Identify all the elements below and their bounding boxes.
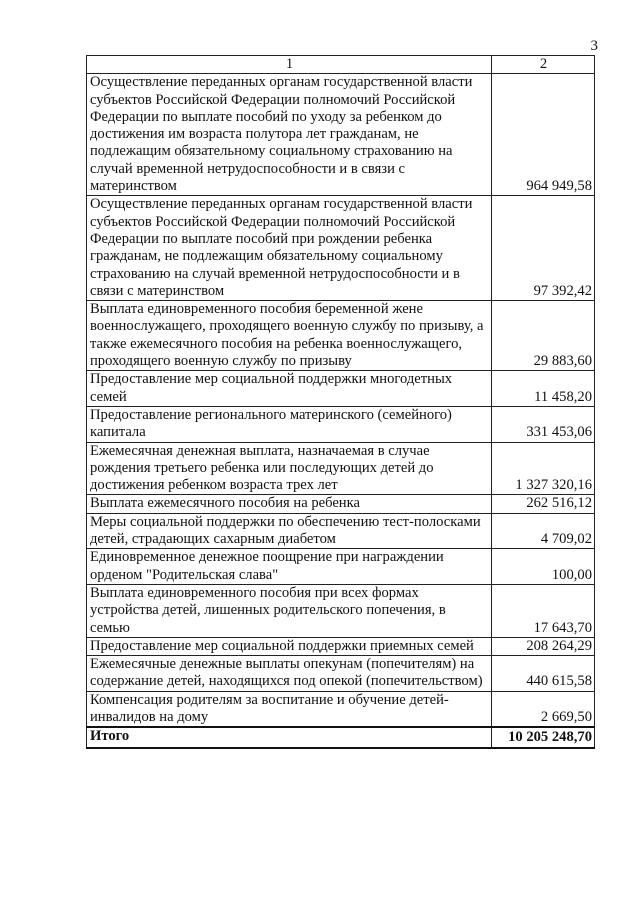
row-amount: 1 327 320,16 [492,442,595,495]
row-amount: 11 458,20 [492,371,595,407]
row-name: Выплата единовременного пособия при всех формах устройства детей, лишенных родительского попечения, в семью [87,584,492,637]
row-amount: 440 615,58 [492,656,595,692]
row-name: Предоставление мер социальной поддержки приемных семей [87,637,492,655]
table-row [87,656,595,692]
table-row [87,584,595,637]
row-name: Единовременное денежное поощрение при награждении орденом "Родительская слава" [87,549,492,585]
total-amount: 10 205 248,70 [492,727,595,748]
table-row [87,637,595,655]
row-name: Выплата единовременного пособия беременной жене военнослужащего, проходящего военную службу по призыву, а также ежемесячного пособия на ребенка военнослужащего, проходящего военную службу по призыву [87,301,492,371]
total-label: Итого [87,727,492,748]
row-name: Осуществление переданных органам государственной власти субъектов Российской Федерации полномочий Российской Федерации по выплате пособий по уходу за ребенком до достижения им возраста полутора лет гражданам, не подлежащим обязательному социальному страхованию на случай временной нетрудоспособности и в связи с материнством [87,74,492,196]
row-name: Компенсация родителям за воспитание и обучение детей-инвалидов на дому [87,691,492,727]
table-row [87,196,595,301]
row-amount: 2 669,50 [492,691,595,727]
row-name: Предоставление регионального материнского (семейного) капитала [87,406,492,442]
row-name: Меры социальной поддержки по обеспечению тест-полосками детей, страдающих сахарным диабетом [87,513,492,549]
table-row [87,74,595,196]
table-row [87,442,595,495]
row-amount: 17 643,70 [492,584,595,637]
table-row [87,513,595,549]
column-header-2: 2 [492,56,595,74]
table-row [87,301,595,371]
row-name: Ежемесячные денежные выплаты опекунам (попечителям) на содержание детей, находящихся под опекой (попечительством) [87,656,492,692]
table-row [87,549,595,585]
row-name: Ежемесячная денежная выплата, назначаемая в случае рождения третьего ребенка или последующих детей до достижения ребенком возраста трех лет [87,442,492,495]
table-row [87,691,595,727]
row-amount: 29 883,60 [492,301,595,371]
row-amount: 331 453,06 [492,406,595,442]
row-amount: 964 949,58 [492,74,595,196]
row-amount: 208 264,29 [492,637,595,655]
table-row [87,406,595,442]
row-amount: 100,00 [492,549,595,585]
total-row [87,727,595,748]
row-name: Осуществление переданных органам государственной власти субъектов Российской Федерации полномочий Российской Федерации по выплате пособий при рождении ребенка гражданам, не подлежащим обязательному социальному страхованию на случай временной нетрудоспособности и в связи с материнством [87,196,492,301]
expenditure-table [86,55,595,749]
row-amount: 262 516,12 [492,495,595,513]
row-amount: 97 392,42 [492,196,595,301]
row-amount: 4 709,02 [492,513,595,549]
table-row [87,371,595,407]
table-row [87,495,595,513]
column-header-1: 1 [87,56,492,74]
table-header-row [87,56,595,74]
row-name: Предоставление мер социальной поддержки многодетных семей [87,371,492,407]
row-name: Выплата ежемесячного пособия на ребенка [87,495,492,513]
page-number: 3 [590,38,598,54]
